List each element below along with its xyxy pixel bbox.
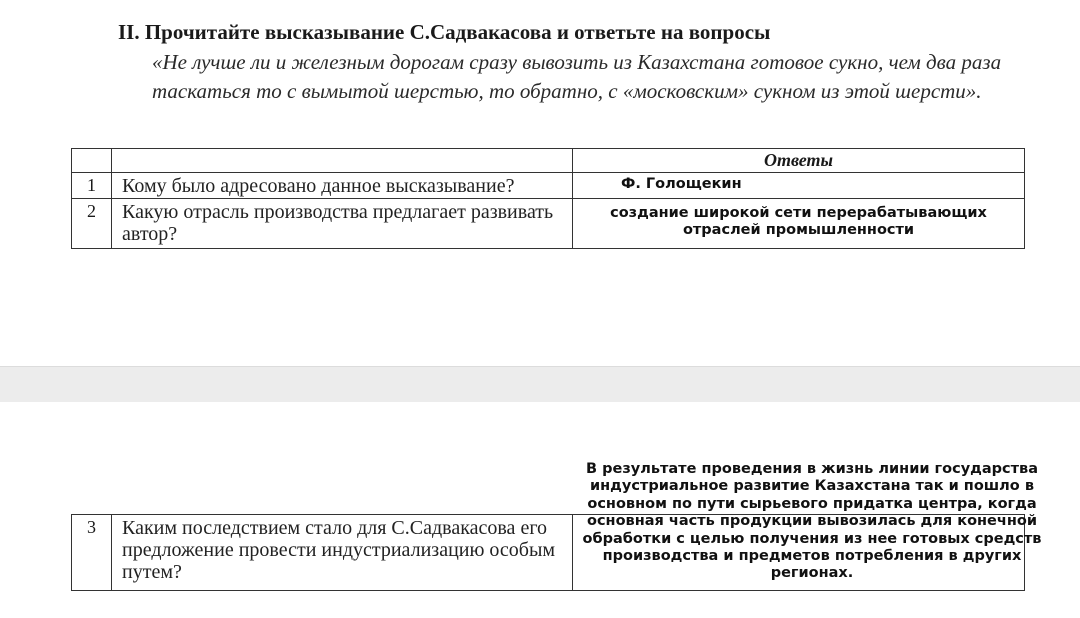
table-header-row — [72, 149, 1025, 173]
page-separator — [0, 366, 1080, 403]
answer-text: создание широкой сети перерабатывающих отраслей промышленности — [573, 199, 1025, 249]
question-text: Кому было адресовано данное высказывание? — [112, 173, 573, 199]
table-row — [72, 173, 1025, 199]
section-heading: II. Прочитайте высказывание С.Садвакасова и ответьте на вопросы — [118, 20, 771, 44]
question-text: Каким последствием стало для С.Садвакасова его предложение провести индустриализацию особым путем? — [112, 515, 573, 591]
questions-table — [71, 148, 1025, 249]
header-num-cell — [72, 149, 112, 173]
header-question-cell — [112, 149, 573, 173]
answer-text-overlay: В результате проведения в жизнь линии государства индустриальное развитие Казахстана так и пошло в основном по пути сырьевого придатка центра, когда основная часть продукции вывозилась для конечной обработки с целью получения из нее готовых средств производства и предметов потребления в других регионах. — [582, 461, 1042, 582]
table-row — [72, 199, 1025, 249]
answer-text: Ф. Голощекин — [573, 173, 1025, 199]
row-number: 3 — [72, 515, 112, 591]
row-number: 2 — [72, 199, 112, 249]
question-text: Какую отрасль производства предлагает развивать автор? — [112, 199, 573, 249]
answers-header: Ответы — [573, 149, 1025, 173]
quote-text: «Не лучше ли и железным дорогам сразу вывозить из Казахстана готовое сукно, чем два раза таскаться то с вымытой шерстью, то обратно, с «московским» сукном из этой шерсти». — [152, 50, 1002, 103]
row-number: 1 — [72, 173, 112, 199]
